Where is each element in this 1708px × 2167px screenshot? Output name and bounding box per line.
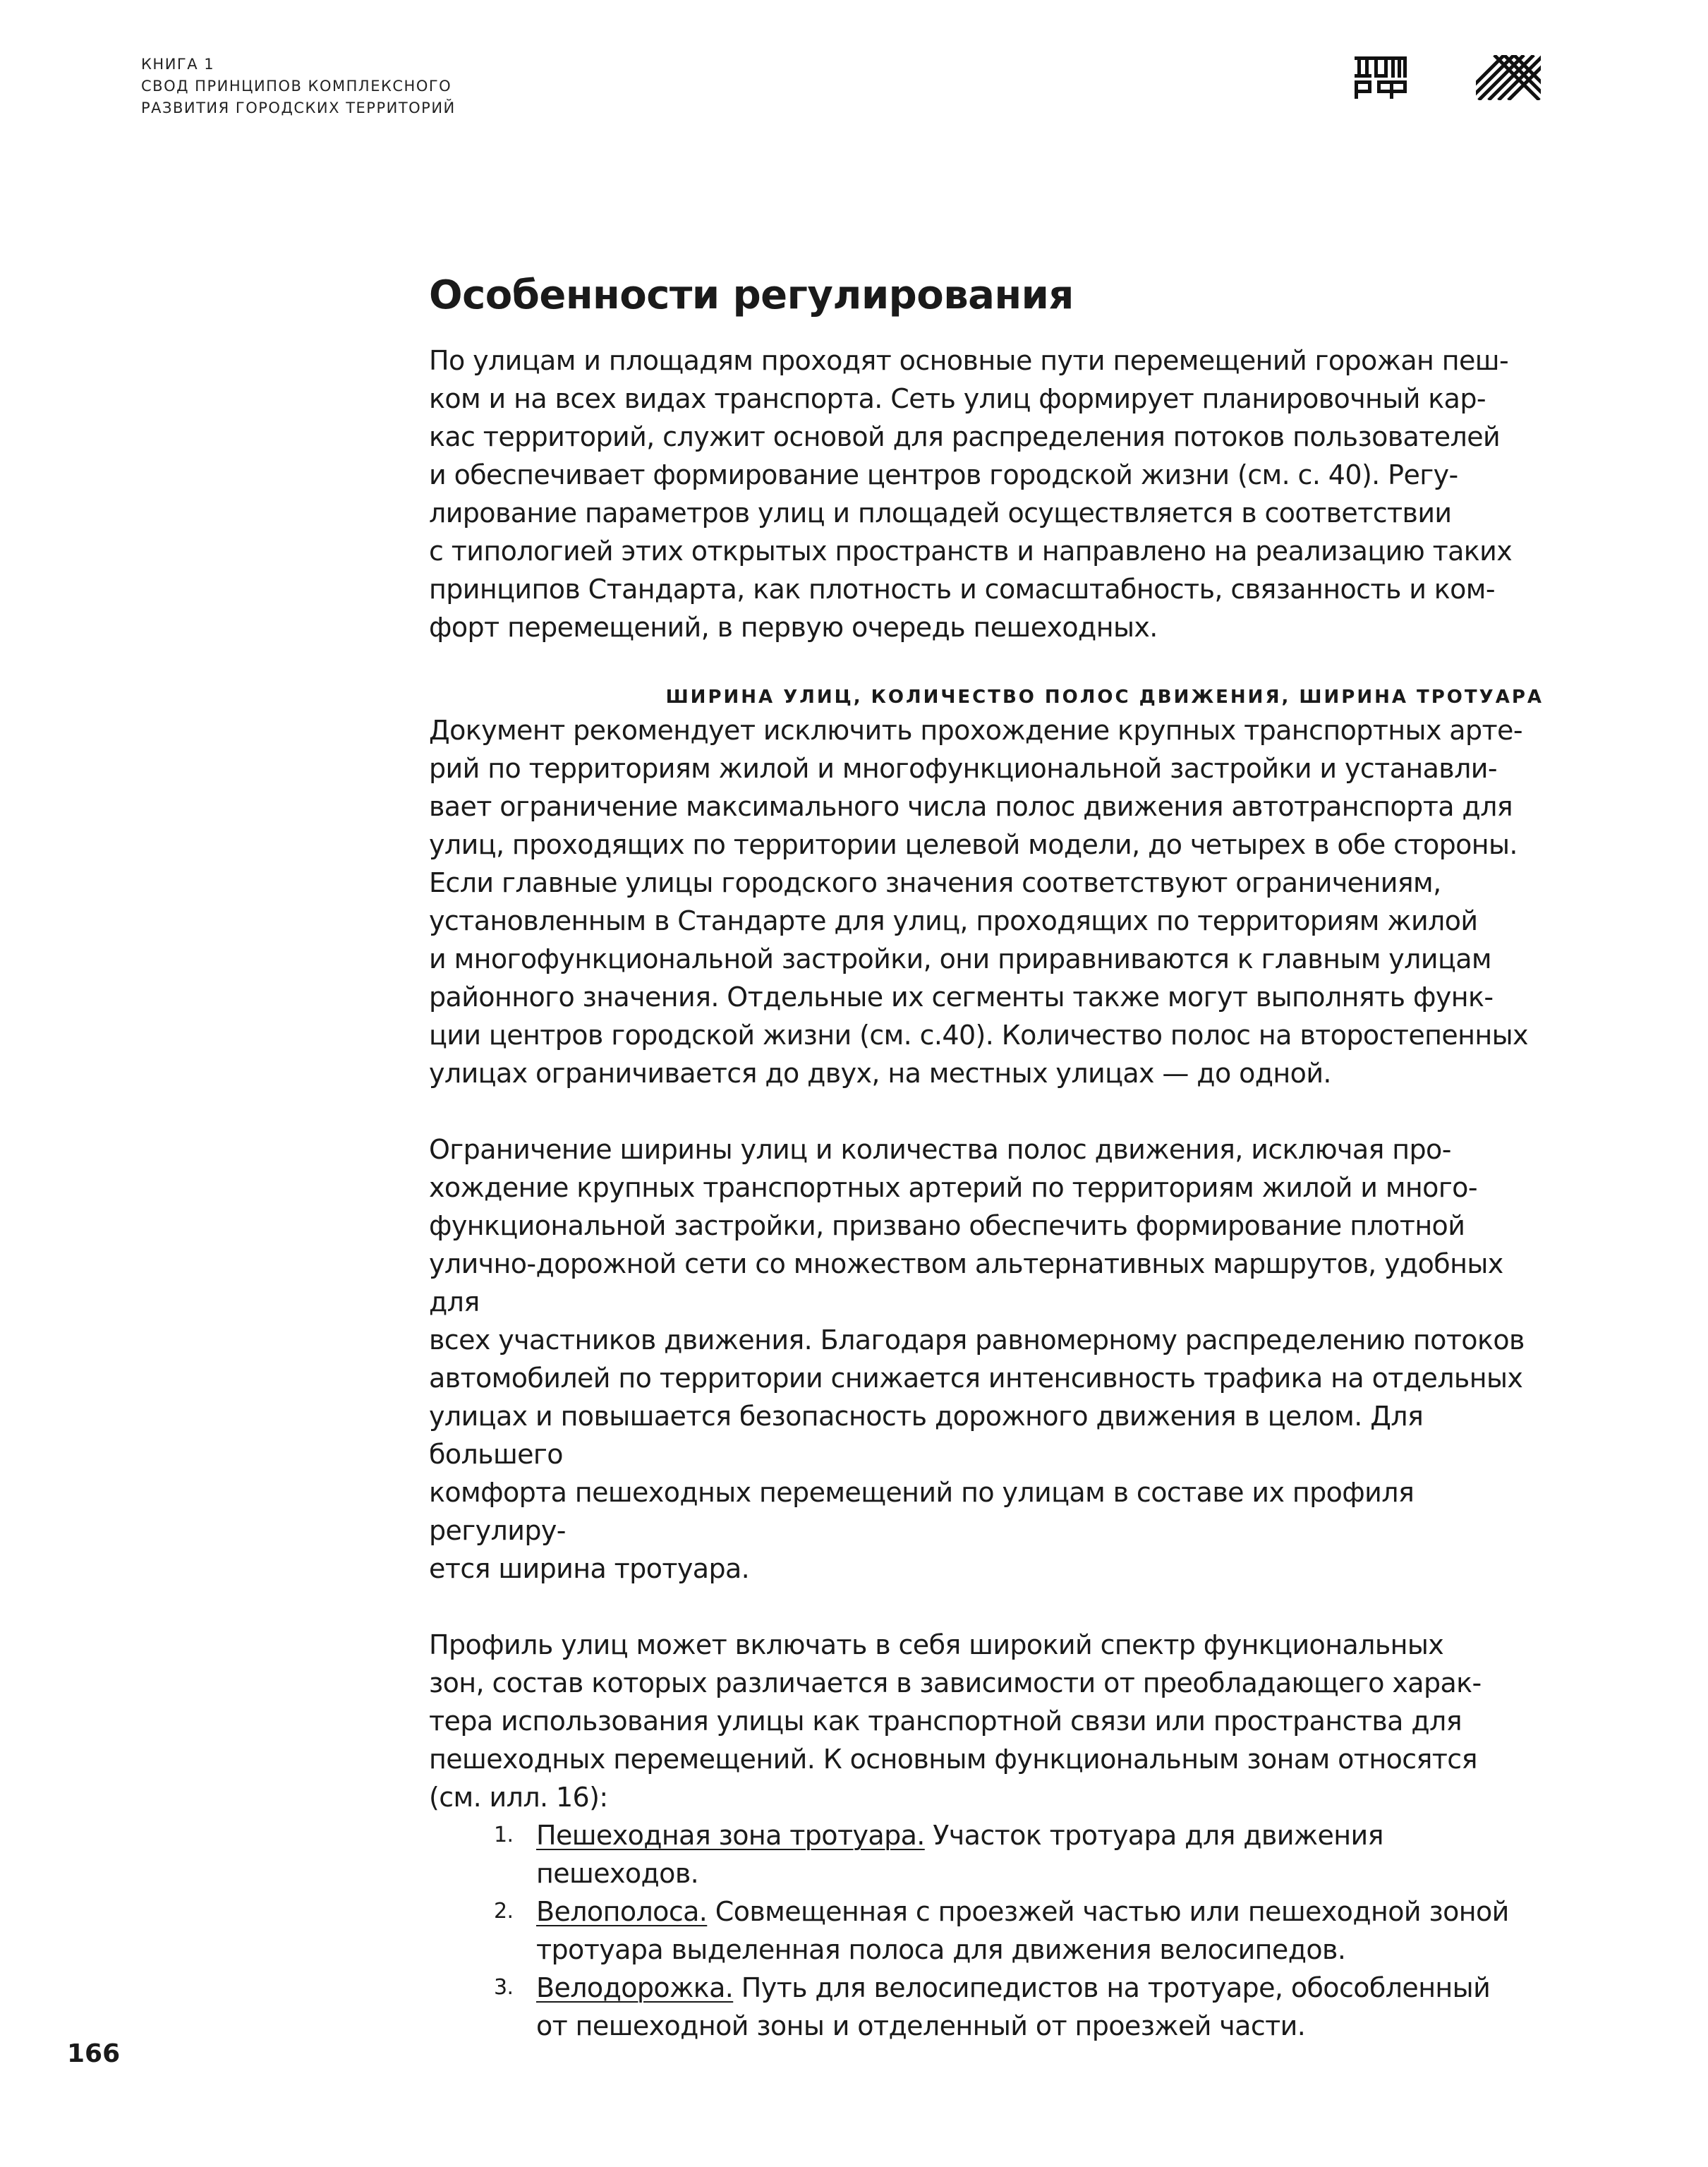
- paragraph-street-profile: Профиль улиц может включать в себя широкий спектр функциональных зон, состав которых различается в зависимости от преобладающего харак- тера использования улицы как транспортной связи или пространства для пешеходных перемещений. К основным функциональным зонам относятся (см. илл. 16):: [429, 1629, 1482, 1813]
- section-title: Особенности регулирования: [429, 272, 1074, 318]
- paragraph-lane-limits: Ограничение ширины улиц и количества полос движения, исключая про- хождение крупных транспортных артерий по территориям жилой и много- функциональной застройки, призвано обеспечить формирование плотной улично-дорожной сети со множеством альтернативных маршрутов, удобных для всех участников движения. Благодаря равномерному распределению потоков автомобилей по территории снижается интенсивность трафика на отдельных улицах и повышается безопасность дорожного движения в целом. Для большего комфорта пешеходных перемещений по улицам в составе их профиля регулиру- ется ширина тротуара.: [429, 1134, 1525, 1584]
- zone-term-bike-lane[interactable]: Велополоса.: [536, 1896, 708, 1927]
- zone-term-bike-path[interactable]: Велодорожка.: [536, 1972, 734, 2003]
- article-body: [429, 268, 1544, 2045]
- header-book: КНИГА 1: [141, 56, 215, 73]
- diagonal-pattern-logo-icon: [1476, 55, 1541, 100]
- list-item-number: 1.: [494, 1823, 514, 1847]
- list-item: [494, 1969, 1544, 2045]
- page-number: 166: [67, 2039, 121, 2068]
- header-series-line2: РАЗВИТИЯ ГОРОДСКИХ ТЕРРИТОРИЙ: [141, 99, 456, 116]
- subsection-heading: ШИРИНА УЛИЦ, КОЛИЧЕСТВО ПОЛОС ДВИЖЕНИЯ, ШИРИНА ТРОТУАРА: [665, 687, 1544, 708]
- list-item-number: 3.: [494, 1975, 514, 2000]
- zone-term-pedestrian[interactable]: Пешеходная зона тротуара.: [536, 1820, 925, 1851]
- list-item-number: 2.: [494, 1899, 514, 1924]
- zone-description: Путь для велосипедистов на тротуаре, обособленный от пешеходной зоны и отделенный от проезжей части.: [536, 1972, 1491, 2041]
- functional-zones-list: [429, 1816, 1544, 2045]
- intro-paragraph: По улицам и площадям проходят основные пути перемещений горожан пеш- ком и на всех видах транспорта. Сеть улиц формирует планировочный кар- кас территорий, служит основой для распределения потоков пользователей и обеспечивает формирование центров городской жизни (см. с. 40). Регу- лирование параметров улиц и площадей осуществляется в соответствии с типологией этих открытых пространств и направлено на реализацию таких принципов Стандарта, как плотность и сомасштабность, связанность и ком- форт перемещений, в первую очередь пешеходных.: [429, 345, 1513, 643]
- running-header: [141, 54, 456, 119]
- list-item: [494, 1816, 1544, 1893]
- header-series-line1: СВОД ПРИНЦИПОВ КОМПЛЕКСНОГО: [141, 78, 452, 95]
- list-item: [494, 1893, 1544, 1969]
- zone-description: Совмещенная с проезжей частью или пешеходной зоной тротуара выделенная полоса для движения велосипедов.: [536, 1896, 1509, 1965]
- zone-description: Участок тротуара для движения пешеходов.: [536, 1820, 1383, 1889]
- dom-rf-logo-icon: [1353, 55, 1408, 100]
- paragraph-street-width: Документ рекомендует исключить прохождение крупных транспортных арте- рий по территориям жилой и многофункциональной застройки и устанавли- вает ограничение максимального числа полос движения автотранспорта для улиц, проходящих по территории целевой модели, до четырех в обе стороны. Если главные улицы городского значения соответствуют ограничениям, установленным в Стандарте для улиц, проходящих по территориям жилой и многофункциональной застройки, они приравниваются к главным улицам районного значения. Отдельные их сегменты также могут выполнять функ- ции центров городской жизни (см. с.40). Количество полос на второстепенных улицах ограничивается до двух, на местных улицах — до одной.: [429, 715, 1528, 1089]
